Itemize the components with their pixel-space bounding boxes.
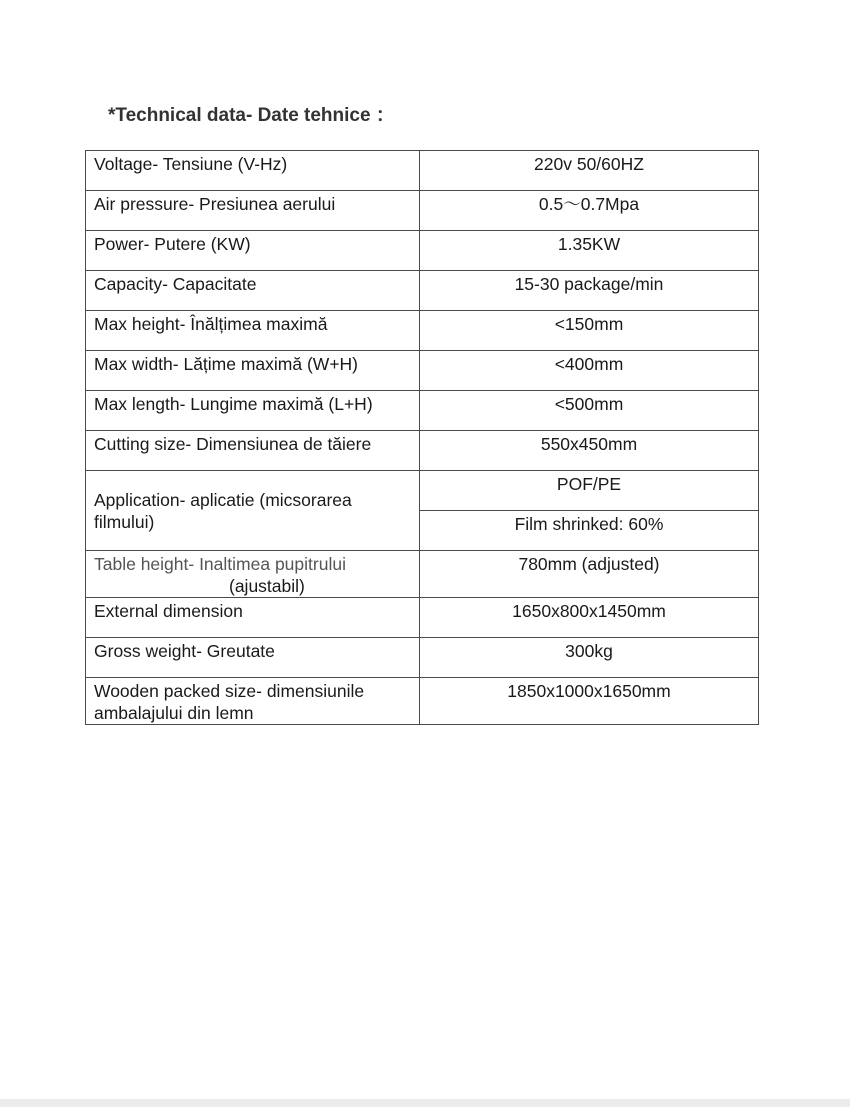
spec-value-cutting-size: 550x450mm (420, 431, 759, 471)
table-row (86, 551, 759, 598)
spec-value-application-shrink: Film shrinked: 60% (420, 511, 759, 551)
spec-value-external-dimension: 1650x800x1450mm (420, 598, 759, 638)
table-row (86, 638, 759, 678)
spec-value-power: 1.35KW (420, 231, 759, 271)
spec-value-packed-size: 1850x1000x1650mm (420, 678, 759, 725)
spec-label-gross-weight: Gross weight- Greutate (86, 638, 420, 678)
spec-label-capacity: Capacity- Capacitate (86, 271, 420, 311)
spec-value-air-pressure: 0.5～0.7Mpa (420, 191, 759, 231)
spec-value-max-width: <400mm (420, 351, 759, 391)
spec-value-max-length: <500mm (420, 391, 759, 431)
spec-label-application: Application- aplicatie (micsorarea filmului) (86, 471, 420, 551)
spec-label-packed-size: Wooden packed size- dimensiunile ambalajului din lemn (86, 678, 420, 725)
table-row (86, 351, 759, 391)
spec-value-application-material: POF/PE (420, 471, 759, 511)
table-row (86, 678, 759, 725)
page-title: *Technical data- Date tehnice ： (108, 105, 395, 126)
table-row (86, 311, 759, 351)
spec-label-external-dimension: External dimension (86, 598, 420, 638)
spec-label-max-width: Max width- Lățime maximă (W+H) (86, 351, 420, 391)
spec-label-max-height: Max height- Înălțimea maximă (86, 311, 420, 351)
table-height-label-main: Table height- Inaltimea pupitrului (94, 554, 346, 574)
spec-label-voltage: Voltage- Tensiune (V-Hz) (86, 151, 420, 191)
table-row (86, 471, 759, 511)
table-row (86, 431, 759, 471)
table-row (86, 391, 759, 431)
spec-value-gross-weight: 300kg (420, 638, 759, 678)
table-row (86, 271, 759, 311)
spec-value-table-height: 780mm (adjusted) (420, 551, 759, 598)
spec-label-cutting-size: Cutting size- Dimensiunea de tăiere (86, 431, 420, 471)
table-height-label-sub: (ajustabil) (229, 576, 305, 596)
spec-label-max-length: Max length- Lungime maximă (L+H) (86, 391, 420, 431)
table-row (86, 231, 759, 271)
bottom-edge-bar (0, 1099, 850, 1107)
spec-value-max-height: <150mm (420, 311, 759, 351)
spec-value-voltage: 220v 50/60HZ (420, 151, 759, 191)
table-row (86, 151, 759, 191)
spec-value-capacity: 15-30 package/min (420, 271, 759, 311)
spec-label-power: Power- Putere (KW) (86, 231, 420, 271)
spec-label-air-pressure: Air pressure- Presiunea aerului (86, 191, 420, 231)
table-row (86, 598, 759, 638)
technical-data-table (85, 150, 759, 725)
table-row (86, 191, 759, 231)
spec-label-table-height (86, 551, 420, 598)
